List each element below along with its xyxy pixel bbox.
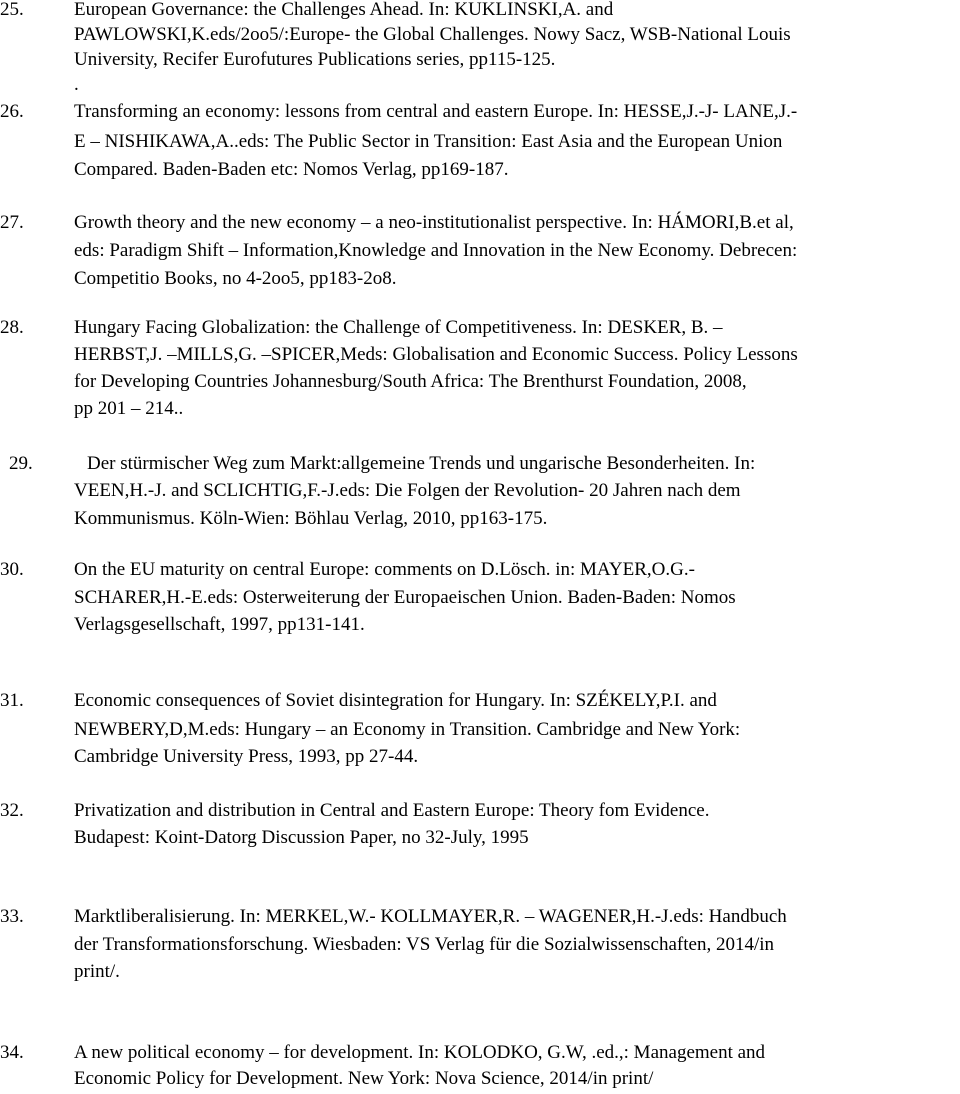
reference-line: On the EU maturity on central Europe: comments on D.Lösch. in: MAYER,O.G.-: [74, 559, 695, 580]
reference-number: 29.: [9, 453, 33, 474]
reference-line: Compared. Baden-Baden etc: Nomos Verlag, pp169-187.: [74, 159, 509, 180]
reference-line: pp 201 – 214..: [74, 398, 184, 419]
reference-line: Der stürmischer Weg zum Markt:allgemeine Trends und ungarische Besonderheiten. In:: [87, 453, 756, 474]
reference-number: 31.: [0, 690, 24, 711]
reference-line: E – NISHIKAWA,A..eds: The Public Sector in Transition: East Asia and the European Union: [74, 131, 783, 152]
reference-line: Cambridge University Press, 1993, pp 27-44.: [74, 746, 419, 767]
reference-number: 34.: [0, 1042, 24, 1063]
reference-line: Growth theory and the new economy – a neo-institutionalist perspective. In: HÁMORI,B.et al,: [74, 212, 794, 233]
reference-line: eds: Paradigm Shift – Information,Knowledge and Innovation in the New Economy. Debrecen:: [74, 240, 798, 261]
reference-line: Kommunismus. Köln-Wien: Böhlau Verlag, 2010, pp163-175.: [74, 508, 548, 529]
reference-number: 28.: [0, 317, 24, 338]
reference-number: 30.: [0, 559, 24, 580]
reference-line: Privatization and distribution in Central and Eastern Europe: Theory fom Evidence.: [74, 800, 710, 821]
reference-number: 26.: [0, 101, 24, 122]
reference-line: print/.: [74, 961, 120, 982]
reference-line: University, Recifer Eurofutures Publications series, pp115-125.: [74, 49, 556, 70]
reference-line: Verlagsgesellschaft, 1997, pp131-141.: [74, 614, 365, 635]
reference-line: Marktliberalisierung. In: MERKEL,W.- KOLLMAYER,R. – WAGENER,H.-J.eds: Handbuch: [74, 906, 787, 927]
reference-line: Economic Policy for Development. New York: Nova Science, 2014/in print/: [74, 1068, 654, 1089]
reference-number: 27.: [0, 212, 24, 233]
reference-line: European Governance: the Challenges Ahead. In: KUKLINSKI,A. and: [74, 0, 614, 20]
reference-number: 32.: [0, 800, 24, 821]
reference-line: for Developing Countries Johannesburg/South Africa: The Brenthurst Foundation, 2008,: [74, 371, 747, 392]
reference-line: Transforming an economy: lessons from central and eastern Europe. In: HESSE,J.-J- LANE,J.-: [74, 101, 798, 122]
reference-line: Budapest: Koint-Datorg Discussion Paper, no 32-July, 1995: [74, 827, 529, 848]
reference-line: HERBST,J. –MILLS,G. –SPICER,Meds: Globalisation and Economic Success. Policy Lessons: [74, 344, 798, 365]
reference-line: SCHARER,H.-E.eds: Osterweiterung der Europaeischen Union. Baden-Baden: Nomos: [74, 587, 736, 608]
reference-line: Hungary Facing Globalization: the Challenge of Competitiveness. In: DESKER, B. –: [74, 317, 723, 338]
reference-number: 25.: [0, 0, 24, 20]
reference-line: der Transformationsforschung. Wiesbaden: VS Verlag für die Sozialwissenschaften, 2014/in: [74, 934, 775, 955]
reference-line: A new political economy – for development. In: KOLODKO, G.W, .ed.,: Management and: [74, 1042, 766, 1063]
reference-line: NEWBERY,D,M.eds: Hungary – an Economy in Transition. Cambridge and New York:: [74, 719, 741, 740]
reference-line: .: [74, 74, 79, 95]
reference-line: PAWLOWSKI,K.eds/2oo5/:Europe- the Global Challenges. Nowy Sacz, WSB-National Louis: [74, 24, 791, 45]
reference-number: 33.: [0, 906, 24, 927]
reference-line: Competitio Books, no 4-2oo5, pp183-2o8.: [74, 268, 397, 289]
reference-line: Economic consequences of Soviet disintegration for Hungary. In: SZÉKELY,P.I. and: [74, 690, 717, 711]
reference-line: VEEN,H.-J. and SCLICHTIG,F.-J.eds: Die Folgen der Revolution- 20 Jahren nach dem: [74, 480, 741, 501]
